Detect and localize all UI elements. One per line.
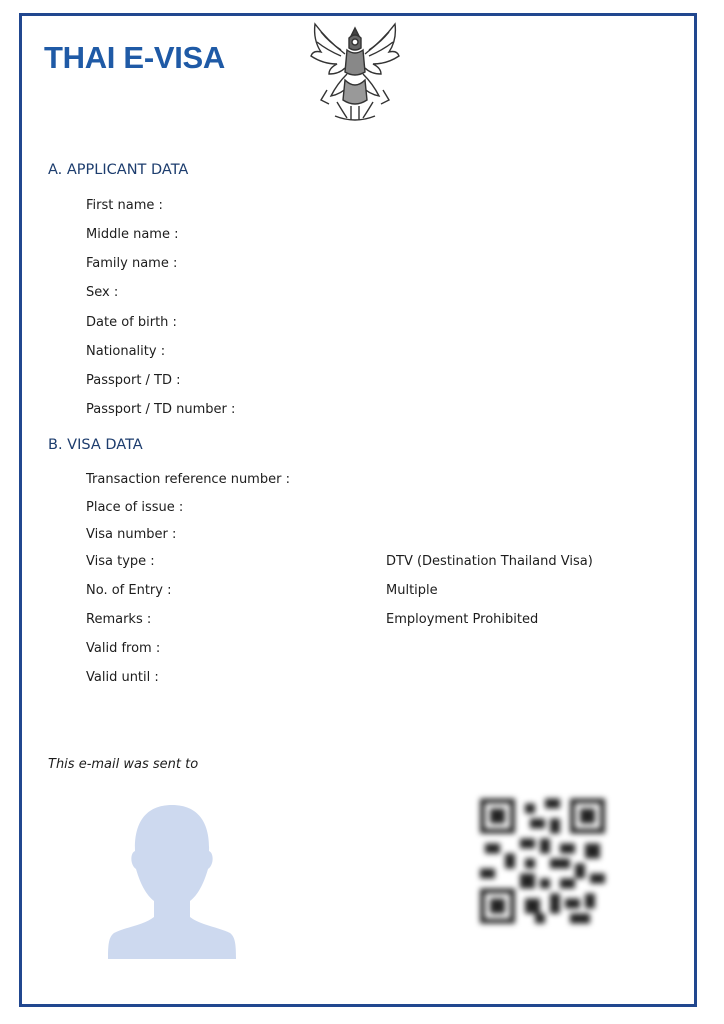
email-sent-to-text: This e-mail was sent to (48, 757, 199, 772)
field-label-visa-type: Visa type : (86, 554, 155, 569)
field-value-no-of-entry: Multiple (386, 583, 438, 598)
section-heading-applicant: A. APPLICANT DATA (48, 162, 189, 178)
garuda-emblem-icon (307, 20, 403, 124)
field-label-date-of-birth: Date of birth : (86, 315, 177, 330)
field-label-first-name: First name : (86, 198, 163, 213)
field-label-valid-until: Valid until : (86, 670, 159, 685)
field-label-nationality: Nationality : (86, 344, 166, 359)
field-label-remarks: Remarks : (86, 612, 152, 627)
section-heading-visa: B. VISA DATA (48, 437, 143, 453)
field-label-transaction-ref: Transaction reference number : (86, 472, 290, 487)
field-label-passport-td-number: Passport / TD number : (86, 402, 236, 417)
field-label-place-of-issue: Place of issue : (86, 500, 184, 515)
field-label-valid-from: Valid from : (86, 641, 161, 656)
field-label-passport-td: Passport / TD : (86, 373, 181, 388)
person-silhouette-icon (108, 803, 236, 959)
field-value-visa-type: DTV (Destination Thailand Visa) (386, 554, 593, 569)
field-value-remarks: Employment Prohibited (386, 612, 539, 627)
brand-title: THAI E-VISA (44, 40, 225, 75)
field-label-sex: Sex : (86, 285, 119, 300)
qr-code-icon (480, 798, 605, 924)
field-label-visa-number: Visa number : (86, 527, 177, 542)
field-label-no-of-entry: No. of Entry : (86, 583, 172, 598)
field-label-middle-name: Middle name : (86, 227, 179, 242)
field-label-family-name: Family name : (86, 256, 178, 271)
